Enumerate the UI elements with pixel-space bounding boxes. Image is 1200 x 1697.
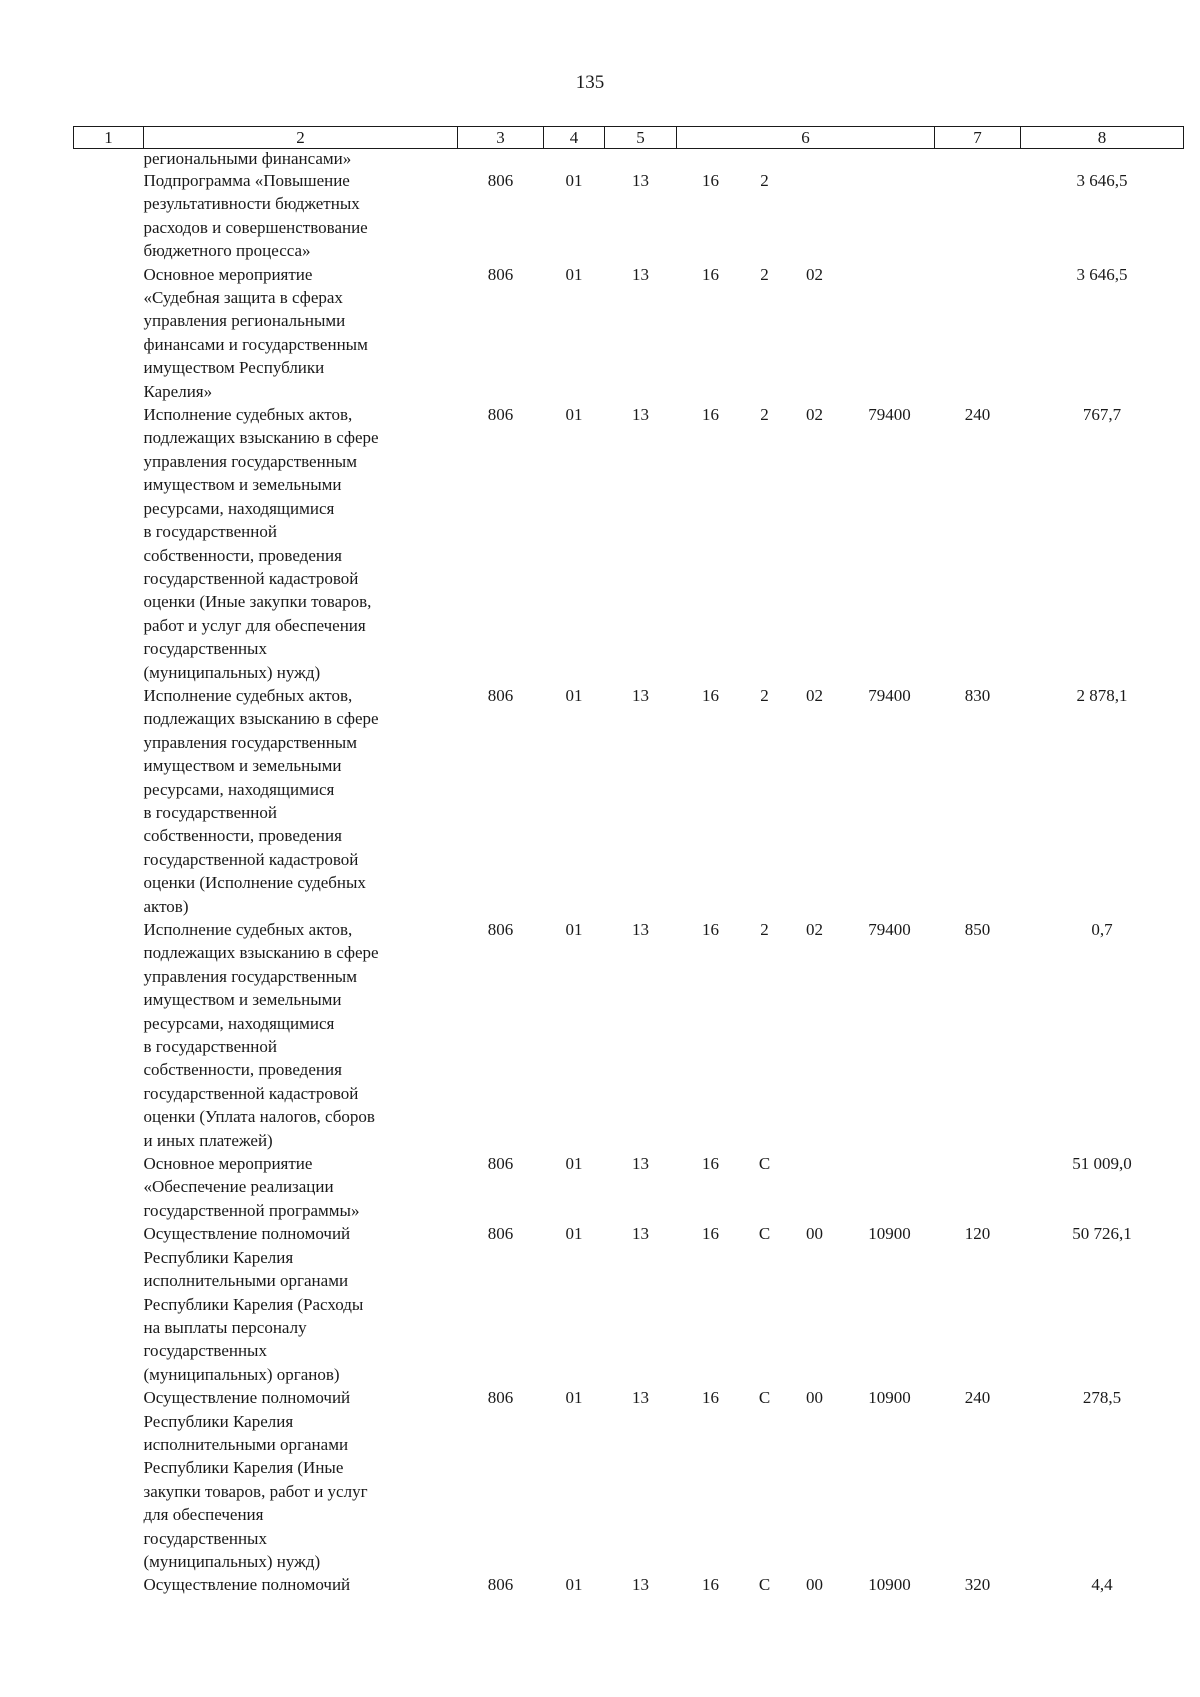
col6-subprogram: С — [758, 1224, 771, 1244]
col6-subprogram: 2 — [760, 685, 769, 705]
col6-event — [785, 169, 845, 263]
col6-event: 00 — [806, 1388, 823, 1408]
header-col-1: 1 — [74, 127, 144, 149]
col6-subprogram: 2 — [760, 405, 769, 425]
col6-program: 16 — [702, 171, 719, 190]
col1-cell — [74, 1573, 144, 1596]
col6-direction — [845, 263, 935, 403]
table-row — [74, 169, 1184, 263]
page-number: 135 — [575, 72, 605, 93]
col1-cell — [74, 169, 144, 263]
col6-program: 16 — [702, 920, 719, 939]
col7-expense-type: 240 — [964, 405, 991, 425]
table-row — [74, 918, 1184, 1152]
col1-cell — [74, 1152, 144, 1222]
table-row — [74, 1222, 1184, 1386]
col7-expense-type — [935, 169, 1021, 263]
col1-cell — [74, 1386, 144, 1573]
col6-subprogram: 2 — [760, 171, 769, 190]
header-col-3: 3 — [458, 127, 544, 149]
col6-event: 02 — [806, 685, 823, 705]
col3-code: 806 — [487, 920, 514, 939]
continuation-text: региональными финансами» — [143, 149, 352, 168]
header-col-2: 2 — [144, 127, 458, 149]
col5-code: 13 — [632, 920, 649, 939]
col5-code: 13 — [632, 1154, 649, 1174]
col6-program: 16 — [702, 1224, 719, 1244]
table-header — [74, 127, 1184, 149]
col6-direction: 79400 — [868, 920, 911, 939]
col5-code: 13 — [632, 171, 649, 190]
col6-program: 16 — [702, 405, 719, 425]
col6-event: 02 — [806, 405, 823, 425]
col6-direction: 10900 — [868, 1575, 911, 1595]
col7-expense-type — [935, 263, 1021, 403]
table-body — [74, 149, 1184, 1597]
col8-amount: 278,5 — [1082, 1388, 1122, 1408]
col6-program: 16 — [702, 264, 719, 284]
col1-cell — [74, 918, 144, 1152]
col6-program: 16 — [702, 1154, 719, 1174]
col3-code: 806 — [487, 1388, 514, 1408]
col6-direction: 79400 — [868, 685, 911, 705]
col6-subprogram: 2 — [760, 264, 769, 284]
col6-direction: 79400 — [868, 405, 911, 425]
row-description: Исполнение судебных актов, подлежащих взысканию в сфере управления государственным имуществом и земельными ресурсами, находящимися в государственной собственности, проведения государственной кадастровой оценки (Уплата налогов, сборов и иных платежей) — [143, 920, 379, 1150]
budget-table — [73, 126, 1184, 1597]
col8-amount: 767,7 — [1082, 405, 1122, 425]
col4-code: 01 — [565, 920, 583, 939]
col3-code: 806 — [487, 685, 514, 705]
col7-expense-type: 320 — [964, 1575, 991, 1595]
table-row — [74, 1573, 1184, 1596]
col5-code: 13 — [632, 1224, 649, 1244]
col6-event: 02 — [806, 264, 823, 284]
col6-event: 00 — [806, 1575, 823, 1595]
header-col-6: 6 — [677, 127, 935, 149]
col6-direction — [845, 169, 935, 263]
col8-amount: 3 646,5 — [1076, 171, 1128, 190]
col1-cell — [74, 403, 144, 684]
col7-expense-type: 240 — [964, 1388, 991, 1408]
table-row — [74, 403, 1184, 684]
table-row — [74, 1152, 1184, 1222]
header-col-7: 7 — [935, 127, 1021, 149]
row-description: Исполнение судебных актов, подлежащих взысканию в сфере управления государственным имуществом и земельными ресурсами, находящимися в государственной собственности, проведения государственной кадастровой оценки (Иные закупки товаров, работ и услуг для обеспечения государственных (муниципальных) нужд) — [143, 405, 379, 682]
col4-code: 01 — [565, 264, 583, 284]
col4-code: 01 — [565, 1388, 583, 1408]
col8-amount: 2 878,1 — [1076, 685, 1128, 705]
col6-subprogram: С — [758, 1388, 771, 1408]
header-col-8: 8 — [1021, 127, 1184, 149]
col3-code: 806 — [487, 1224, 514, 1244]
row-description: Осуществление полномочий — [143, 1575, 351, 1595]
row-description: Исполнение судебных актов, подлежащих взысканию в сфере управления государственным имуществом и земельными ресурсами, находящимися в государственной собственности, проведения государственной кадастровой оценки (Исполнение судебных актов) — [143, 685, 379, 916]
col6-subprogram: С — [758, 1575, 771, 1595]
col4-code: 01 — [565, 1154, 583, 1174]
col6-program: 16 — [702, 1575, 719, 1595]
col6-program: 16 — [702, 1388, 719, 1408]
col1-cell — [74, 684, 144, 918]
row-description: Основное мероприятие «Обеспечение реализации государственной программы» — [143, 1154, 360, 1220]
col3-code: 806 — [487, 1575, 514, 1595]
row-description: Основное мероприятие «Судебная защита в сферах управления региональными финансами и государственным имуществом Республики Карелия» — [143, 264, 368, 401]
col1-cell — [74, 1222, 144, 1386]
col8-amount: 3 646,5 — [1076, 264, 1128, 284]
row-description: Осуществление полномочий Республики Карелия исполнительными органами Республики Карелия (Иные закупки товаров, работ и услуг для обеспечения государственных (муниципальных) нужд) — [143, 1388, 368, 1571]
col4-code: 01 — [565, 1224, 583, 1244]
col4-code: 01 — [565, 1575, 583, 1595]
col8-amount: 4,4 — [1091, 1575, 1113, 1595]
col6-program: 16 — [702, 685, 719, 705]
table-row — [74, 684, 1184, 918]
col3-code: 806 — [487, 1154, 514, 1174]
col6-event: 02 — [806, 920, 823, 939]
header-col-4: 4 — [544, 127, 605, 149]
row-description: Осуществление полномочий Республики Карелия исполнительными органами Республики Карелия (Расходы на выплаты персоналу государственных (муниципальных) органов) — [143, 1224, 364, 1384]
col4-code: 01 — [565, 171, 583, 190]
col3-code: 806 — [487, 405, 514, 425]
col3-code: 806 — [487, 171, 514, 190]
table-row — [74, 1386, 1184, 1573]
col6-direction — [845, 1152, 935, 1222]
col6-subprogram: С — [758, 1154, 771, 1174]
col5-code: 13 — [632, 685, 649, 705]
table-row-continuation — [74, 149, 1184, 170]
col8-amount: 50 726,1 — [1072, 1224, 1132, 1244]
col4-code: 01 — [565, 405, 583, 425]
col5-code: 13 — [632, 1388, 649, 1408]
col3-code: 806 — [487, 264, 514, 284]
col7-expense-type: 120 — [964, 1224, 991, 1244]
col7-expense-type — [935, 1152, 1021, 1222]
col7-expense-type: 850 — [964, 920, 991, 939]
col8-amount: 51 009,0 — [1072, 1154, 1132, 1174]
col7-expense-type: 830 — [964, 685, 991, 705]
col6-subprogram: 2 — [760, 920, 769, 939]
table-row — [74, 263, 1184, 403]
col5-code: 13 — [632, 264, 649, 284]
col5-code: 13 — [632, 1575, 649, 1595]
col6-event: 00 — [806, 1224, 823, 1244]
col6-event — [785, 1152, 845, 1222]
col6-direction: 10900 — [868, 1224, 911, 1244]
header-col-5: 5 — [605, 127, 677, 149]
col1-cell — [74, 263, 144, 403]
col4-code: 01 — [565, 685, 583, 705]
col8-amount: 0,7 — [1091, 920, 1113, 939]
row-description: Подпрограмма «Повышение результативности бюджетных расходов и совершенствование бюджетного процесса» — [143, 171, 368, 261]
col6-direction: 10900 — [868, 1388, 911, 1408]
col5-code: 13 — [632, 405, 649, 425]
